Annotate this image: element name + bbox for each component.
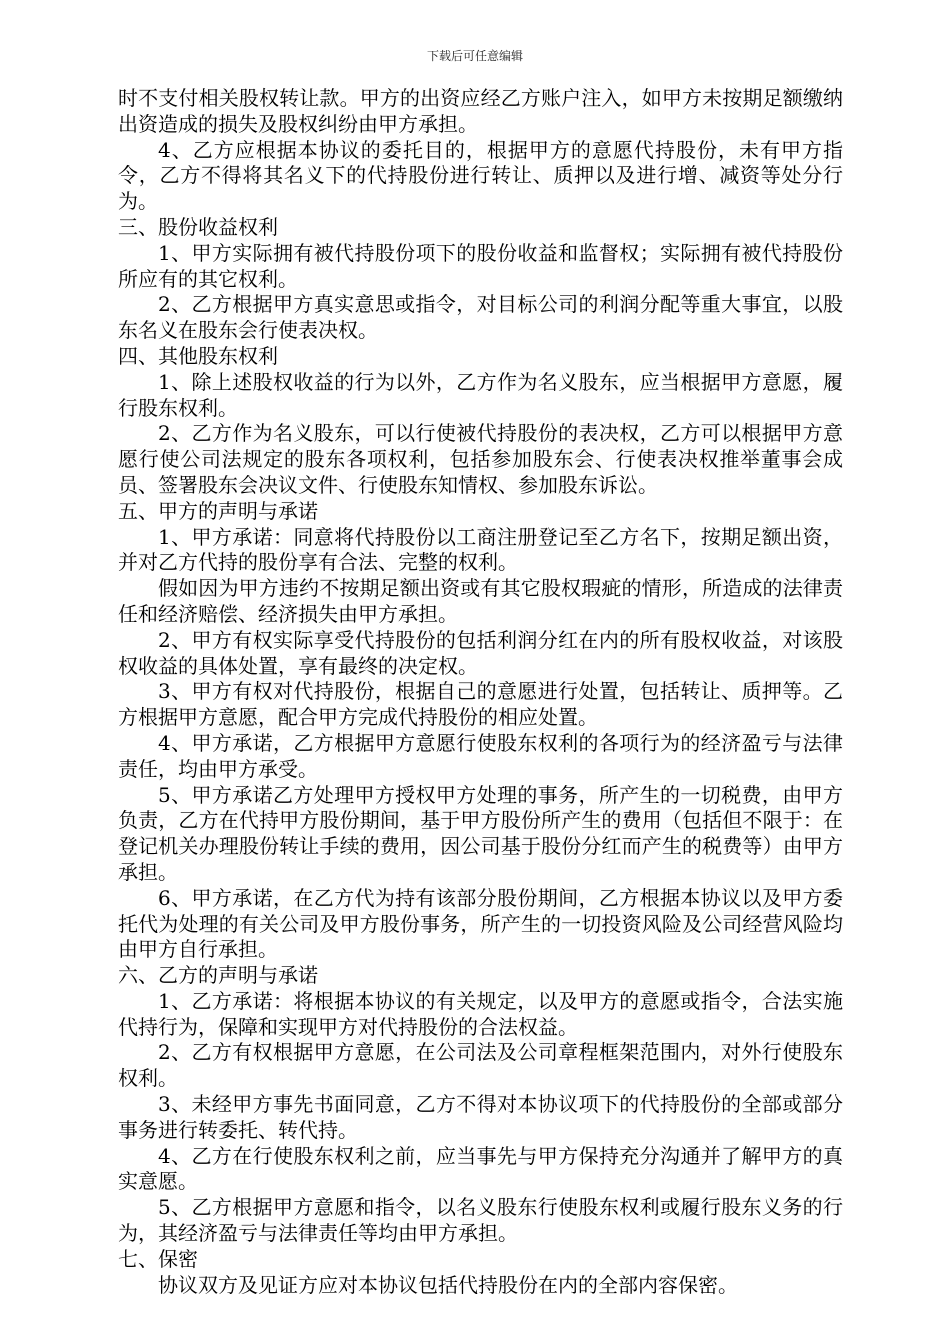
document-body xyxy=(118,86,843,1298)
body-paragraph: 3、未经甲方事先书面同意，乙方不得对本协议项下的代持股份的全部或部分事务进行转委托、转代持。 xyxy=(118,1092,843,1142)
section-heading-or-continuation: 时不支付相关股权转让款。甲方的出资应经乙方账户注入，如甲方未按期足额缴纳出资造成的损失及股权纠纷由甲方承担。 xyxy=(118,86,843,136)
header-note: 下载后可任意编辑 xyxy=(426,49,523,63)
body-paragraph: 5、乙方根据甲方意愿和指令，以名义股东行使股东权利或履行股东义务的行为，其经济盈亏与法律责任等均由甲方承担。 xyxy=(118,1195,843,1246)
body-paragraph: 4、乙方在行使股东权利之前，应当事先与甲方保持充分沟通并了解甲方的真实意愿。 xyxy=(118,1143,843,1194)
body-paragraph: 2、乙方有权根据甲方意愿，在公司法及公司章程框架范围内，对外行使股东权利。 xyxy=(118,1040,843,1091)
body-paragraph: 3、甲方有权对代持股份，根据自己的意愿进行处置，包括转让、质押等。乙方根据甲方意愿，配合甲方完成代持股份的相应处置。 xyxy=(118,679,843,730)
section-heading-or-continuation: 四、其他股东权利 xyxy=(118,343,278,368)
body-paragraph: 4、乙方应根据本协议的委托目的，根据甲方的意愿代持股份，未有甲方指令，乙方不得将其名义下的代持股份进行转让、质押以及进行增、减资等处分行为。 xyxy=(118,137,843,214)
body-paragraph: 2、乙方作为名义股东，可以行使被代持股份的表决权，乙方可以根据甲方意愿行使公司法规定的股东各项权利，包括参加股东会、行使表决权推举董事会成员、签署股东会决议文件、行使股东知情权、参加股东诉讼。 xyxy=(118,421,843,497)
body-paragraph: 1、乙方承诺：将根据本协议的有关规定，以及甲方的意愿或指令，合法实施代持行为，保障和实现甲方对代持股份的合法权益。 xyxy=(118,988,843,1039)
body-paragraph: 协议双方及见证方应对本协议包括代持股份在内的全部内容保密。 xyxy=(158,1272,738,1297)
section-heading-or-continuation: 七、保密 xyxy=(118,1246,198,1271)
section-heading-or-continuation: 三、股份收益权利 xyxy=(118,214,278,239)
body-paragraph: 4、甲方承诺，乙方根据甲方意愿行使股东权利的各项行为的经济盈亏与法律责任，均由甲方承受。 xyxy=(118,730,843,781)
body-paragraph: 6、甲方承诺，在乙方代为持有该部分股份期间，乙方根据本协议以及甲方委托代为处理的有关公司及甲方股份事务，所产生的一切投资风险及公司经营风险均由甲方自行承担。 xyxy=(118,885,843,962)
body-paragraph: 5、甲方承诺乙方处理甲方授权甲方处理的事务，所产生的一切税费，由甲方负责，乙方在代持甲方股份期间，基于甲方股份所产生的费用（包括但不限于：在登记机关办理股份转让手续的费用，因公司基于股份分红而产生的税费等）由甲方承担。 xyxy=(118,782,843,884)
body-paragraph: 2、乙方根据甲方真实意思或指令，对目标公司的利润分配等重大事宜，以股东名义在股东会行使表决权。 xyxy=(118,292,843,343)
body-paragraph: 1、除上述股权收益的行为以外，乙方作为名义股东，应当根据甲方意愿，履行股东权利。 xyxy=(118,369,843,420)
body-paragraph: 1、甲方实际拥有被代持股份项下的股份收益和监督权；实际拥有被代持股份所应有的其它权利。 xyxy=(118,240,843,291)
body-paragraph: 假如因为甲方违约不按期足额出资或有其它股权瑕疵的情形，所造成的法律责任和经济赔偿、经济损失由甲方承担。 xyxy=(118,576,843,626)
body-paragraph: 1、甲方承诺：同意将代持股份以工商注册登记至乙方名下，按期足额出资，并对乙方代持的股份享有合法、完整的权利。 xyxy=(118,524,843,575)
section-heading-or-continuation: 五、甲方的声明与承诺 xyxy=(118,498,318,523)
section-heading-or-continuation: 六、乙方的声明与承诺 xyxy=(118,963,318,988)
body-paragraph: 2、甲方有权实际享受代持股份的包括利润分红在内的所有股权收益，对该股权收益的具体处置，享有最终的决定权。 xyxy=(118,627,843,678)
